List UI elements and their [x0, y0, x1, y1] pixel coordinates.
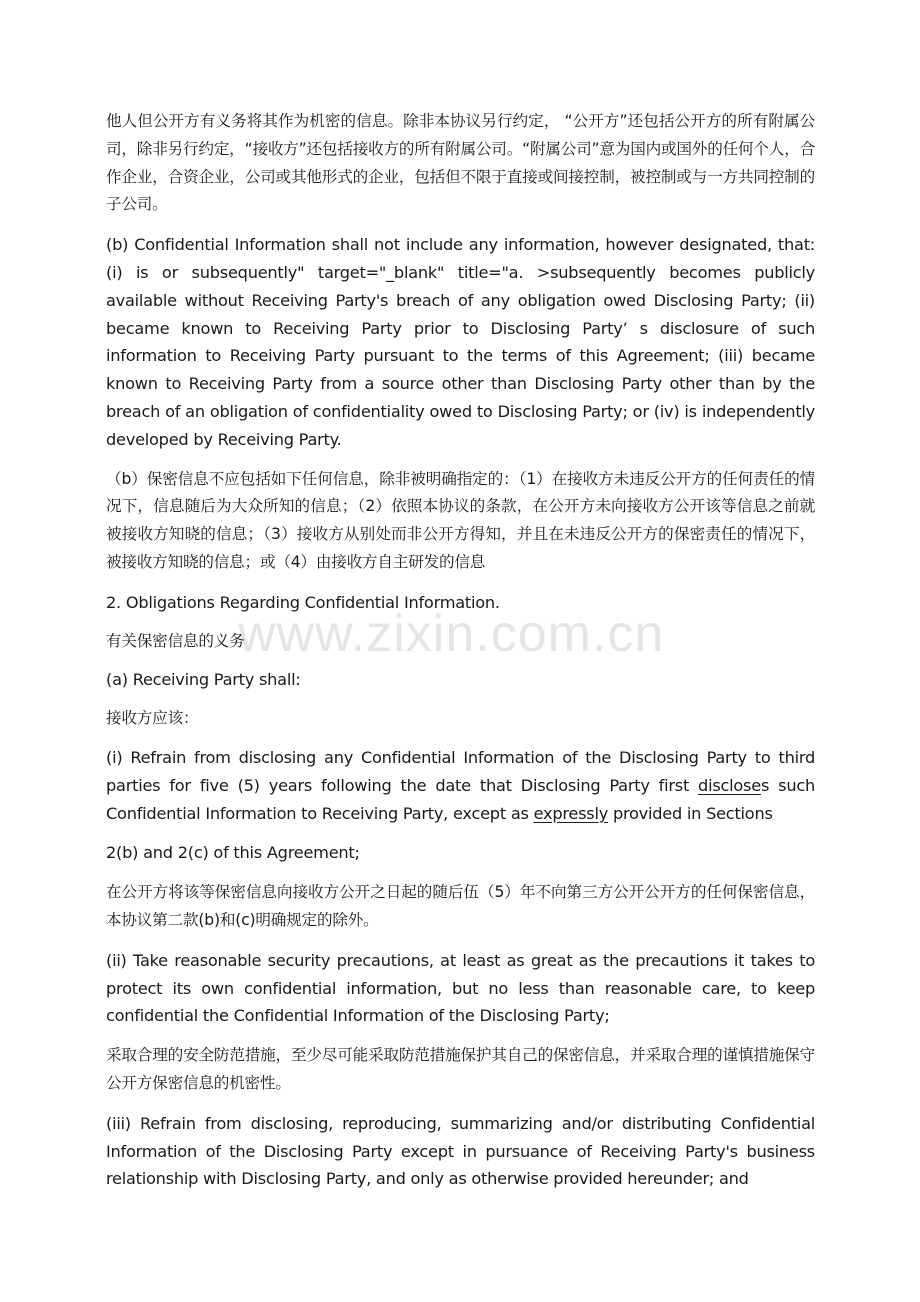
document-body — [106, 108, 815, 1205]
watermark-text: www.zixin.com.cn — [238, 605, 665, 663]
paragraph-exclusions-en: (b) Confidential Information shall not include any information, however designated, that: (i) is or subsequently" target="_blank" title="a. >subsequently becomes publicly available without Receiving Party's breach of any obligation owed Disclosing Party; (ii) became known to Receiving Party prior to Disclosing Party’ s disclosure of such information to Receiving Party pursuant to the terms of this Agreement; (iii) became known to Receiving Party from a source other than Disclosing Party other than by the breach of an obligation of confidentiality owed to Disclosing Party; or (iv) is independently developed by Receiving Party. — [106, 235, 815, 449]
paragraph-affiliates-zh: 他人但公开方有义务将其作为机密的信息。除非本协议另行约定， “公开方”还包括公开方的所有附属公司，除非另行约定，“接收方”还包括接收方的所有附属公司。“附属公司”意为国内或国外的任何个人，合作企业，合资企业，公司或其他形式的企业，包括但不限于直接或间接控制，被控制或与一方共同控制的子公司。 — [106, 112, 815, 214]
paragraph-refrain-disclosing-zh: 在公开方将该等保密信息向接收方公开之日起的随后伍（5）年不向第三方公开公开方的任何保密信息，本协议第二款(b)和(c)明确规定的除外。 — [106, 883, 815, 929]
section-heading-obligations-zh: 有关保密信息的义务 — [106, 631, 245, 650]
paragraph-text-segment: s such Confidential Information to Receiving Party, except as — [106, 775, 815, 823]
paragraph-text-segment: provided in Sections — [608, 803, 773, 823]
underlined-term-disclose: disclose — [698, 775, 761, 795]
paragraph-refrain-reproducing-en: (iii) Refrain from disclosing, reproducing, summarizing and/or distributing Confidential Information of the Disclosing Party except in pursuance of Receiving Party's business relationship with Disclosing Party, and only as otherwise provided hereunder; and — [106, 1113, 815, 1189]
paragraph-security-precautions-en: (ii) Take reasonable security precautions, at least as great as the precautions it takes to protect its own confidential information, but no less than reasonable care, to keep confidential the Confidential Information of the Disclosing Party; — [106, 950, 815, 1026]
paragraph-receiving-party-shall-en: (a) Receiving Party shall: — [106, 670, 301, 690]
paragraph-sections-reference-en: 2(b) and 2(c) of this Agreement; — [106, 843, 360, 863]
section-heading-obligations-en: 2. Obligations Regarding Confidential Information. — [106, 592, 500, 612]
paragraph-receiving-party-shall-zh: 接收方应该： — [106, 709, 199, 728]
paragraph-refrain-disclosing-en — [106, 744, 815, 827]
paragraph-exclusions-zh: （b）保密信息不应包括如下任何信息，除非被明确指定的：（1）在接收方未违反公开方的任何责任的情况下，信息随后为大众所知的信息；（2）依照本协议的条款，在公开方未向接收方公开该等信息之前就被接收方知晓的信息；（3）接收方从别处而非公开方得知，并且在未违反公开方的保密责任的情况下，被接收方知晓的信息；或（4）由接收方自主研发的信息 — [106, 469, 815, 571]
paragraph-text-segment: (i) Refrain from disclosing any Confidential Information of the Disclosing Party to third parties for five (5) years following the date that Disclosing Party first — [106, 747, 815, 795]
paragraph-security-precautions-zh: 采取合理的安全防范措施，至少尽可能采取防范措施保护其自己的保密信息，并采取合理的谨慎措施保守公开方保密信息的机密性。 — [106, 1046, 815, 1092]
underlined-term-expressly: expressly — [533, 803, 609, 823]
